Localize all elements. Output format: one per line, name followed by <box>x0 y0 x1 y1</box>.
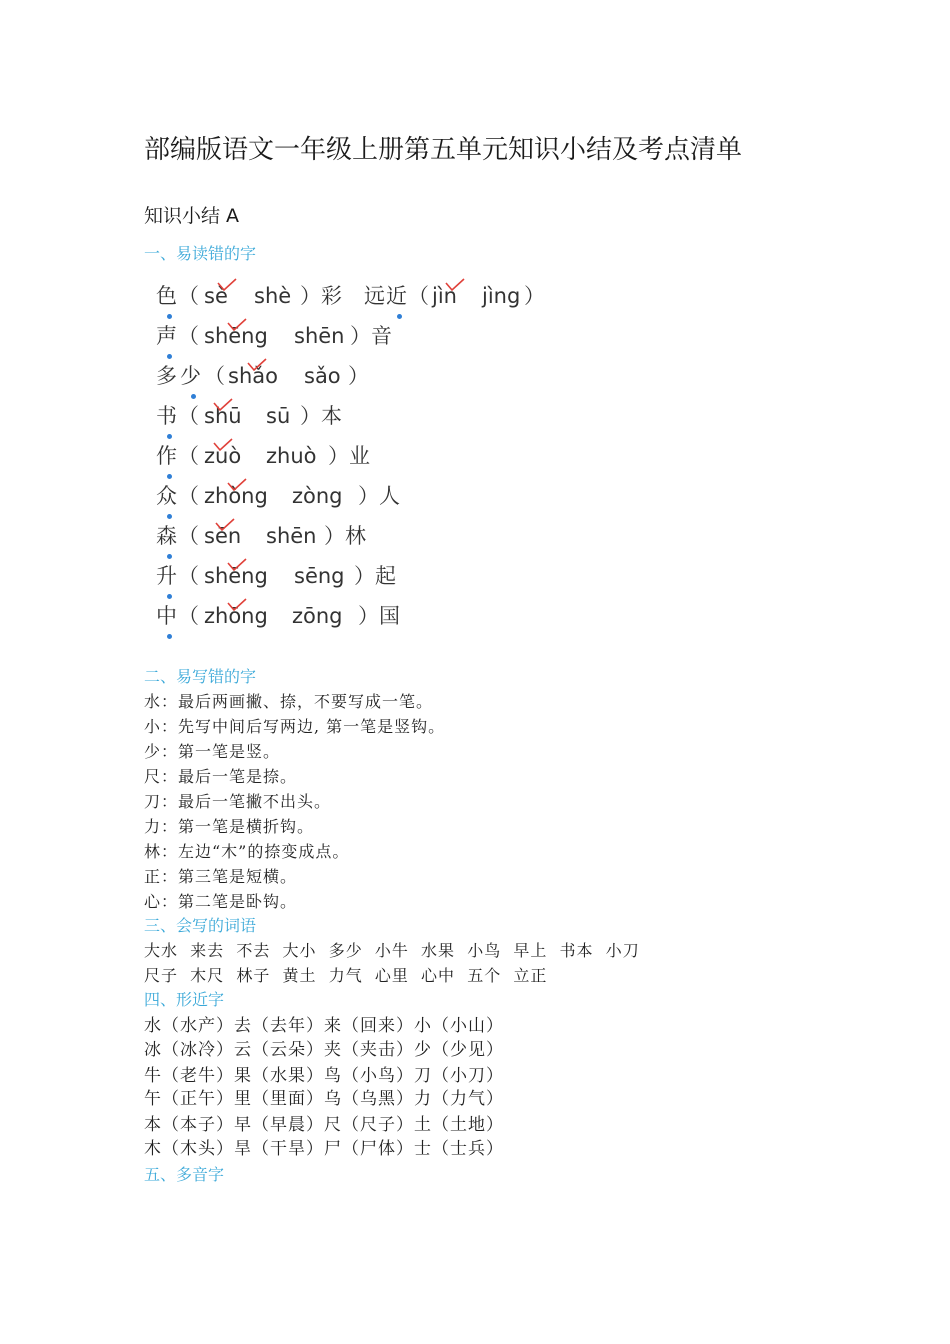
paren-word: ）国 <box>358 604 400 628</box>
pinyin-option: zòng <box>292 484 343 508</box>
pinyin-correct: sēn <box>204 524 242 548</box>
list-item: 林：左边“木”的捺变成点。 <box>144 842 350 861</box>
list-item: 力：第一笔是横折钩。 <box>144 817 315 836</box>
pinyin-option: sēng <box>294 564 345 588</box>
paren-word: ）林 <box>324 524 366 548</box>
similar-line: 冰（冰冷）云（云朵）夹（夹击）少（少见） <box>144 1040 504 1060</box>
pinyin-option: sū <box>266 404 291 428</box>
check-icon <box>226 318 248 332</box>
check-icon <box>226 478 248 492</box>
paren: （ <box>204 364 225 388</box>
check-icon <box>216 278 238 292</box>
list-item: 少：第一笔是竖。 <box>144 742 281 761</box>
hanzi: 升 <box>156 564 177 588</box>
check-icon <box>226 598 248 612</box>
pinyin-option: shēn <box>266 524 317 548</box>
pinyin-option: shè <box>254 284 292 308</box>
hanzi: 书 <box>156 404 177 428</box>
similar-line: 本（本子）早（早晨）尺（尺子）土（土地） <box>144 1115 504 1135</box>
check-icon <box>212 438 234 452</box>
heading-easy-misread: 一、易读错的字 <box>144 244 257 263</box>
list-item: 水：最后两画撇、捺，不要写成一笔。 <box>144 692 434 711</box>
pinyin-correct: zuò <box>204 444 242 468</box>
similar-line: 牛（老牛）果（水果）鸟（小鸟）刀（小刀） <box>144 1066 504 1086</box>
paren: （ <box>408 284 429 308</box>
word-line: 大水 来去 不去 大小 多少 小牛 水果 小鸟 早上 书本 小刀 <box>144 941 640 960</box>
paren-word: ）彩 <box>300 284 342 308</box>
pinyin-option: sǎo <box>304 364 341 388</box>
hanzi: 中 <box>156 604 177 628</box>
pinyin-correct: jìn <box>432 284 457 308</box>
heading-words: 三、会写的词语 <box>144 916 257 935</box>
paren: （ <box>178 404 199 428</box>
section-title: 知识小结 A <box>144 205 240 227</box>
paren: （ <box>178 604 199 628</box>
heading-similar-chars: 四、形近字 <box>144 990 225 1009</box>
pinyin-option: jìng <box>482 284 521 308</box>
hanzi: 声 <box>156 324 177 348</box>
pinyin-correct: zhōng <box>204 604 268 628</box>
check-icon <box>444 278 466 292</box>
heading-easy-miswrite: 二、易写错的字 <box>144 667 257 686</box>
hanzi: 作 <box>156 444 177 468</box>
pinyin-option: shēn <box>294 324 345 348</box>
paren: （ <box>178 484 199 508</box>
check-icon <box>226 558 248 572</box>
check-icon <box>212 398 234 412</box>
heading-polyphones: 五、多音字 <box>144 1165 225 1184</box>
pinyin-option: zōng <box>292 604 343 628</box>
paren: ） <box>348 364 369 388</box>
paren: （ <box>178 564 199 588</box>
hanzi: 多 <box>156 364 177 388</box>
list-item: 刀：最后一笔撇不出头。 <box>144 792 332 811</box>
list-item: 尺：最后一笔是捺。 <box>144 767 298 786</box>
hanzi: 森 <box>156 524 177 548</box>
pinyin-option: zhuò <box>266 444 317 468</box>
paren-word: ）业 <box>328 444 370 468</box>
paren: （ <box>178 324 199 348</box>
paren-word: ）人 <box>358 484 400 508</box>
paren-word: ）起 <box>354 564 396 588</box>
list-item: 正：第三笔是短横。 <box>144 867 298 886</box>
list-item: 小：先写中间后写两边, 第一笔是竖钩。 <box>144 717 446 736</box>
similar-line: 午（正午）里（里面）乌（乌黑）力（力气） <box>144 1089 504 1109</box>
page-title: 部编版语文一年级上册第五单元知识小结及考点清单 <box>144 135 743 165</box>
hanzi: 少 <box>180 364 201 388</box>
word-line: 尺子 木尺 林子 黄土 力气 心里 心中 五个 立正 <box>144 966 548 985</box>
paren: （ <box>178 524 199 548</box>
paren-word: ）音 <box>350 324 392 348</box>
paren: （ <box>178 444 199 468</box>
check-icon <box>246 358 268 372</box>
pinyin-correct: shū <box>204 404 242 428</box>
hanzi: 色 <box>156 284 177 308</box>
hanzi: 近 <box>386 284 407 308</box>
paren: （ <box>178 284 199 308</box>
paren: ） <box>524 284 545 308</box>
pinyin-correct: shǎo <box>228 364 278 388</box>
emphasis-dot <box>167 634 172 639</box>
paren-word: ）本 <box>300 404 342 428</box>
pinyin-correct: sè <box>204 284 228 308</box>
emphasis-dot <box>397 314 402 319</box>
similar-line: 水（水产）去（去年）来（回来）小（小山） <box>144 1016 504 1036</box>
pinyin-correct: shēng <box>204 324 268 348</box>
hanzi: 众 <box>156 484 177 508</box>
list-item: 心：第二笔是卧钩。 <box>144 892 298 911</box>
similar-line: 木（木头）旱（干旱）尸（尸体）士（士兵） <box>144 1139 504 1159</box>
pinyin-correct: zhòng <box>204 484 268 508</box>
check-icon <box>214 518 236 532</box>
hanzi: 远 <box>364 284 385 308</box>
pinyin-correct: shēng <box>204 564 268 588</box>
